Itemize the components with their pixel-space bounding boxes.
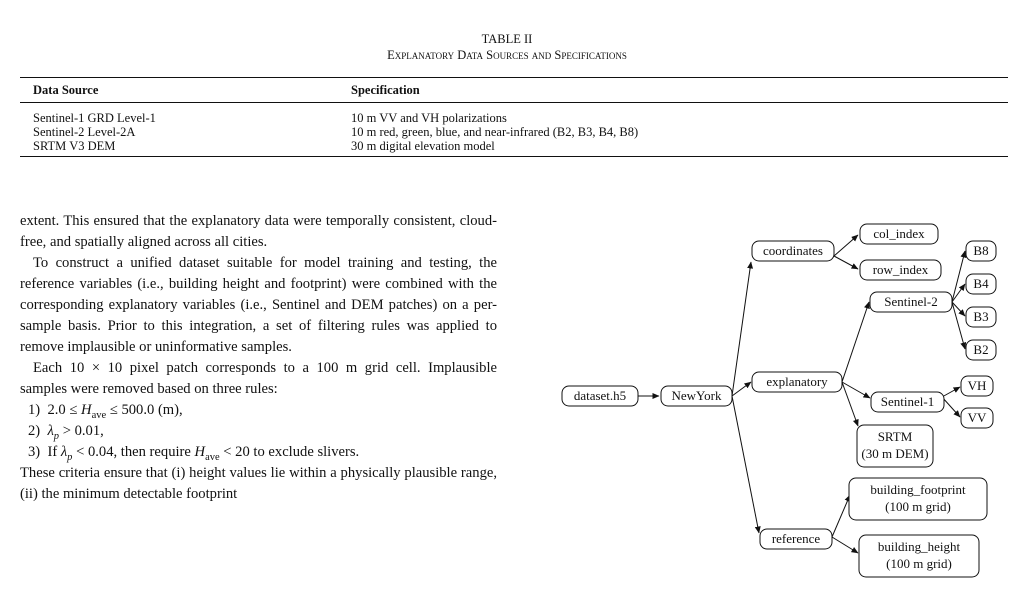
svg-text:B2: B2 xyxy=(973,342,989,357)
svg-text:building_footprint: building_footprint xyxy=(870,482,966,497)
node-sentinel-2 xyxy=(870,292,952,312)
svg-text:B8: B8 xyxy=(973,243,989,258)
text-run: 2.0 ≤ xyxy=(47,402,82,418)
node-dataset-h5 xyxy=(562,386,638,406)
text-run: pixel patch corresponds to a xyxy=(122,360,317,376)
math-expression: 100 m xyxy=(316,360,358,376)
node-building-footprint xyxy=(849,478,987,520)
specifications-table xyxy=(20,77,1008,157)
text-run: < 0.04, then require xyxy=(72,444,195,460)
svg-text:SRTM: SRTM xyxy=(877,429,913,444)
svg-text:col_index: col_index xyxy=(873,226,925,241)
table-title: Explanatory Data Sources and Specifications xyxy=(387,48,627,62)
table-number: TABLE II xyxy=(481,32,533,46)
svg-text:VH: VH xyxy=(967,378,987,393)
node-vv xyxy=(961,408,993,428)
math-subscript: ave xyxy=(205,451,220,463)
svg-text:B4: B4 xyxy=(973,276,989,291)
table-header-row xyxy=(20,78,1008,103)
node-b2 xyxy=(966,340,996,360)
text-run: < 20 to exclude slivers. xyxy=(219,444,360,460)
table-cell: Sentinel-2 Level-2A xyxy=(33,125,136,139)
table-cell: SRTM V3 DEM xyxy=(33,139,116,153)
svg-text:Sentinel-2: Sentinel-2 xyxy=(884,294,938,309)
math-subscript: p xyxy=(53,430,60,442)
table-cell: Sentinel-1 GRD Level-1 xyxy=(33,111,156,125)
node-b3 xyxy=(966,307,996,327)
math-variable: H xyxy=(81,402,92,418)
node-b8 xyxy=(966,241,996,261)
table-cell: 10 m red, green, blue, and near-infrared (B2, B3, B4, B8) xyxy=(351,125,639,139)
svg-text:(100 m grid): (100 m grid) xyxy=(886,556,952,571)
node-row-index xyxy=(860,260,941,280)
svg-text:(30 m DEM): (30 m DEM) xyxy=(861,446,929,461)
body-text-column xyxy=(20,211,497,505)
paragraph: To construct a unified dataset suitable for model training and testing, the reference variables (i.e., building height and footprint) were combined with the corresponding explanatory variables (i.e., Sentinel and DEM patches) on a per-sample basis. Prior to this integration, a set of filtering rules was applied to remove implausible or uninformative samples. xyxy=(20,255,497,355)
column-header: Data Source xyxy=(33,82,99,97)
svg-text:(100 m grid): (100 m grid) xyxy=(885,499,951,514)
list-number: 2) xyxy=(28,423,41,439)
math-subscript: ave xyxy=(91,409,107,421)
list-item xyxy=(20,421,497,442)
node-reference xyxy=(760,529,832,549)
svg-text:building_height: building_height xyxy=(877,539,961,554)
svg-text:NewYork: NewYork xyxy=(671,388,722,403)
svg-text:dataset.h5: dataset.h5 xyxy=(573,388,627,403)
list-item xyxy=(20,400,497,421)
filter-rules-list xyxy=(20,400,497,463)
table-row xyxy=(20,139,1008,157)
node-sentinel-1 xyxy=(871,392,944,412)
node-building-height xyxy=(859,535,979,577)
list-number: 3) xyxy=(28,444,41,460)
node-vh xyxy=(961,376,993,396)
paragraph: extent. This ensured that the explanatory data were temporally consistent, cloud-free, and spatially aligned across all cities. xyxy=(20,213,497,250)
math-variable: H xyxy=(194,444,206,460)
node-b4 xyxy=(966,274,996,294)
node-newyork xyxy=(661,386,732,406)
svg-text:coordinates: coordinates xyxy=(763,243,823,258)
svg-text:row_index: row_index xyxy=(872,262,929,277)
math-variable: λ xyxy=(60,444,68,460)
svg-text:Sentinel-1: Sentinel-1 xyxy=(880,394,935,409)
node-explanatory xyxy=(752,372,842,392)
text-run: ≤ 500.0 (m), xyxy=(106,402,183,418)
math-subscript: p xyxy=(67,451,73,463)
svg-text:reference: reference xyxy=(771,531,821,546)
node-coordinates xyxy=(752,241,834,261)
text-run: grid cell. Implausible samples were removed based on three rules: xyxy=(20,360,497,397)
text-run: Each xyxy=(33,360,70,376)
list-item xyxy=(20,442,497,463)
node-col-index xyxy=(860,224,938,244)
list-number: 1) xyxy=(28,402,41,418)
dataset-structure-diagram xyxy=(560,200,1000,600)
column-header: Specification xyxy=(351,82,420,97)
svg-text:VV: VV xyxy=(967,410,987,425)
text-run: If xyxy=(47,444,61,460)
table-row xyxy=(20,125,1008,139)
table-cell: 10 m VV and VH polarizations xyxy=(351,111,507,125)
table-cell: 30 m digital elevation model xyxy=(351,139,495,153)
node-srtm xyxy=(857,425,933,467)
paragraph: These criteria ensure that (i) height values lie within a physically plausible range, (ii) the minimum detectable footprint xyxy=(20,465,497,502)
paragraph xyxy=(20,358,497,400)
table-row xyxy=(20,103,1008,126)
math-variable: λ xyxy=(47,423,54,439)
svg-text:B3: B3 xyxy=(973,309,989,324)
text-run: > 0.01, xyxy=(59,423,104,439)
svg-text:explanatory: explanatory xyxy=(766,374,828,389)
math-expression: 10 × 10 xyxy=(69,360,123,376)
